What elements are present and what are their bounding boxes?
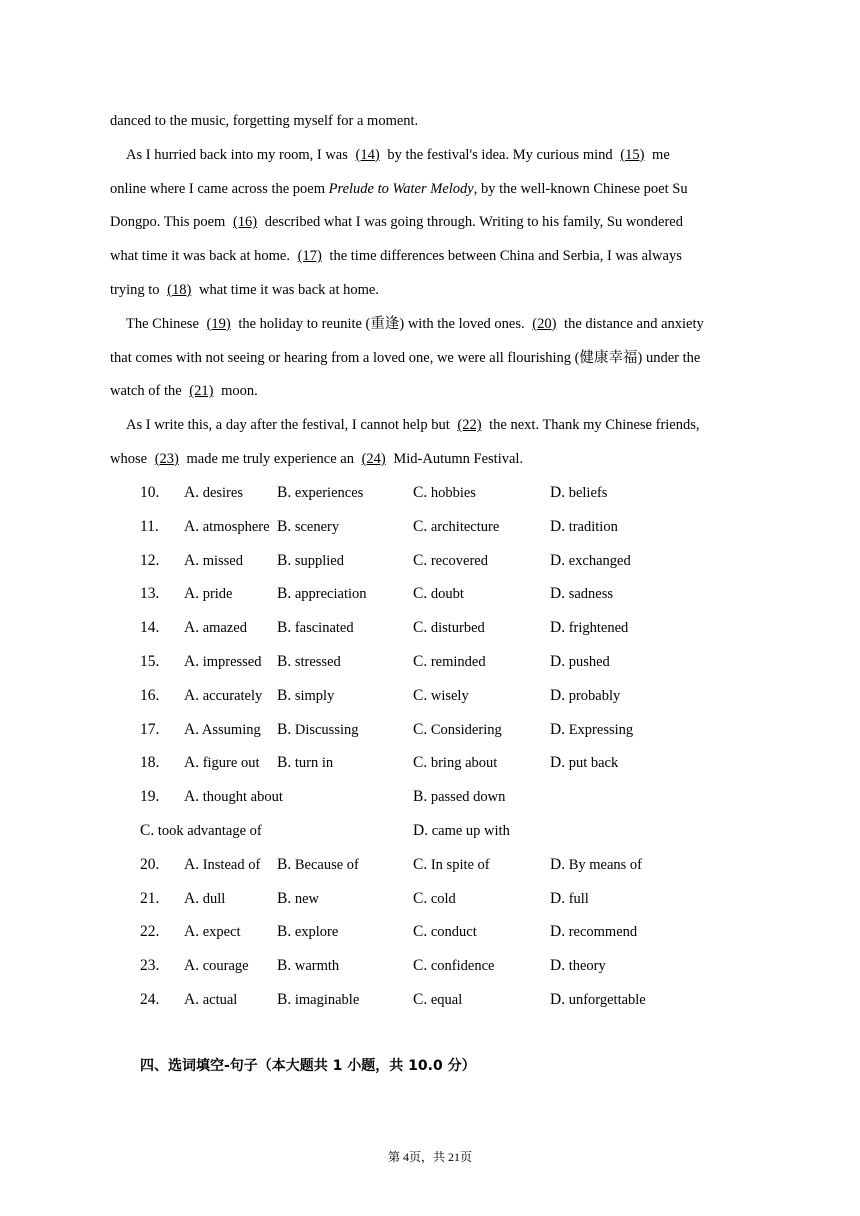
- passage-line: As I hurried back into my room, I was (14) by the festival's idea. My curious mind (15) me: [126, 146, 670, 163]
- option-c: C. conduct: [413, 923, 477, 941]
- option-c: C. cold: [413, 889, 456, 907]
- question-row: [110, 713, 750, 747]
- option-b: B. Because of: [277, 855, 359, 873]
- question-number: 12.: [140, 551, 160, 569]
- passage-line: watch of the (21) moon.: [110, 383, 258, 400]
- option-d: D. Expressing: [550, 720, 634, 738]
- question-row-continued: [110, 814, 750, 848]
- blank-19: (19): [206, 315, 231, 332]
- passage-line: As I write this, a day after the festival, I cannot help but (22) the next. Thank my Chinese friends,: [126, 417, 700, 434]
- option-c: C. In spite of: [413, 855, 490, 873]
- option-c: C. reminded: [413, 652, 486, 670]
- option-a: A. courage: [184, 957, 249, 975]
- passage-line: whose (23) made me truly experience an (24) Mid-Autumn Festival.: [110, 450, 524, 467]
- option-a: A. Assuming: [184, 720, 261, 738]
- question-row: [110, 577, 750, 611]
- question-row: [110, 915, 750, 949]
- blank-21: (21): [189, 383, 214, 400]
- option-b: B. passed down: [413, 788, 506, 806]
- question-number: 18.: [140, 754, 160, 772]
- option-a: A. thought about: [184, 788, 283, 806]
- question-number: 19.: [140, 788, 160, 806]
- passage-line: trying to (18) what time it was back at home.: [110, 281, 379, 298]
- option-a: A. missed: [184, 551, 243, 569]
- option-c: C. wisely: [413, 686, 469, 704]
- option-d: D. tradition: [550, 517, 618, 535]
- page-footer: 第 4页，共 21页: [387, 1150, 472, 1164]
- blank-23: (23): [154, 450, 179, 467]
- question-number: 24.: [140, 990, 160, 1008]
- option-d: D. theory: [550, 957, 606, 975]
- option-a: A. accurately: [184, 686, 263, 704]
- question-row: [110, 476, 750, 510]
- option-b: B. stressed: [277, 652, 341, 670]
- option-b: B. supplied: [277, 551, 344, 569]
- question-number: 22.: [140, 923, 160, 941]
- question-row: [110, 949, 750, 983]
- option-a: A. atmosphere: [184, 517, 270, 535]
- poem-title: Prelude to Water Melody: [328, 180, 474, 197]
- option-a: A. impressed: [184, 652, 262, 670]
- passage-line: danced to the music, forgetting myself for a moment.: [110, 113, 419, 129]
- option-b: B. experiences: [277, 484, 364, 501]
- blank-24: (24): [361, 450, 386, 467]
- question-number: 17.: [140, 720, 160, 738]
- option-c: C. hobbies: [413, 484, 476, 501]
- question-row: [110, 746, 750, 780]
- option-c: C. confidence: [413, 957, 495, 975]
- option-c: C. recovered: [413, 551, 488, 569]
- option-a: A. actual: [184, 990, 238, 1008]
- option-d: D. sadness: [550, 585, 614, 603]
- option-d: D. full: [550, 889, 589, 907]
- option-c: C. equal: [413, 990, 463, 1008]
- option-d: D. exchanged: [550, 551, 631, 569]
- question-number: 10.: [140, 484, 160, 501]
- passage-line: Dongpo. This poem (16) described what I was going through. Writing to his family, Su wondered: [110, 214, 683, 231]
- option-d: D. recommend: [550, 923, 638, 941]
- passage-line: what time it was back at home. (17) the time differences between China and Serbia, I was always: [110, 248, 682, 265]
- question-row: [110, 848, 750, 882]
- question-number: 11.: [140, 517, 159, 535]
- option-b: B. appreciation: [277, 585, 367, 603]
- option-b: B. imaginable: [277, 990, 360, 1008]
- blank-15: (15): [620, 146, 645, 163]
- option-b: B. new: [277, 889, 320, 907]
- question-row: [110, 882, 750, 916]
- option-b: B. Discussing: [277, 720, 359, 738]
- question-row: [110, 645, 750, 679]
- option-b: B. fascinated: [277, 619, 354, 637]
- option-a: A. expect: [184, 923, 241, 941]
- passage-line: The Chinese (19) the holiday to reunite (重逢) with the loved ones. (20) the distance and anxiety: [126, 315, 704, 332]
- option-c: C. took advantage of: [140, 821, 262, 839]
- option-c: C. disturbed: [413, 619, 485, 637]
- option-b: B. explore: [277, 923, 339, 941]
- option-a: A. amazed: [184, 619, 247, 637]
- option-d: D. pushed: [550, 652, 610, 670]
- question-number: 20.: [140, 855, 160, 873]
- question-row: [110, 983, 750, 1017]
- blank-20: (20): [532, 315, 557, 332]
- option-d: D. probably: [550, 686, 621, 704]
- option-b: B. scenery: [277, 517, 340, 535]
- blank-17: (17): [297, 248, 322, 265]
- answer-options: [110, 476, 750, 1017]
- question-number: 21.: [140, 889, 160, 907]
- blank-18: (18): [167, 281, 192, 298]
- option-d: D. put back: [550, 754, 619, 772]
- option-b: B. turn in: [277, 754, 334, 772]
- option-a: A. pride: [184, 585, 233, 603]
- option-a: A. figure out: [184, 754, 260, 772]
- question-row: [110, 544, 750, 578]
- option-a: A. Instead of: [184, 855, 261, 873]
- question-number: 14.: [140, 619, 160, 637]
- question-number: 16.: [140, 686, 160, 704]
- blank-22: (22): [457, 417, 482, 434]
- question-row: [110, 780, 750, 814]
- question-row: [110, 679, 750, 713]
- question-row: [110, 510, 750, 544]
- option-d: D. frightened: [550, 619, 629, 637]
- option-b: B. simply: [277, 686, 335, 704]
- section-heading: 四、选词填空-句子（本大题共 1 小题，共 10.0 分）: [140, 1058, 476, 1074]
- question-number: 15.: [140, 652, 160, 670]
- option-c: C. Considering: [413, 720, 502, 738]
- option-d: D. By means of: [550, 855, 642, 873]
- question-row: [110, 611, 750, 645]
- option-a: A. dull: [184, 889, 226, 907]
- blank-16: (16): [232, 214, 258, 231]
- passage-line: that comes with not seeing or hearing from a loved one, we were all flourishing (健康幸福) under the: [110, 349, 701, 366]
- option-a: A. desires: [184, 484, 243, 501]
- option-c: C. doubt: [413, 585, 464, 603]
- option-d: D. beliefs: [550, 484, 608, 501]
- option-d: D. unforgettable: [550, 990, 646, 1008]
- question-number: 13.: [140, 585, 160, 603]
- passage-line: online where I came across the poem Prelude to Water Melody, by the well-known Chinese poet Su: [110, 180, 688, 197]
- option-c: C. bring about: [413, 754, 498, 772]
- option-b: B. warmth: [277, 957, 340, 975]
- passage: [110, 105, 750, 477]
- question-number: 23.: [140, 957, 160, 975]
- blank-14: (14): [355, 146, 380, 163]
- option-d: D. came up with: [413, 821, 510, 839]
- option-c: C. architecture: [413, 517, 500, 535]
